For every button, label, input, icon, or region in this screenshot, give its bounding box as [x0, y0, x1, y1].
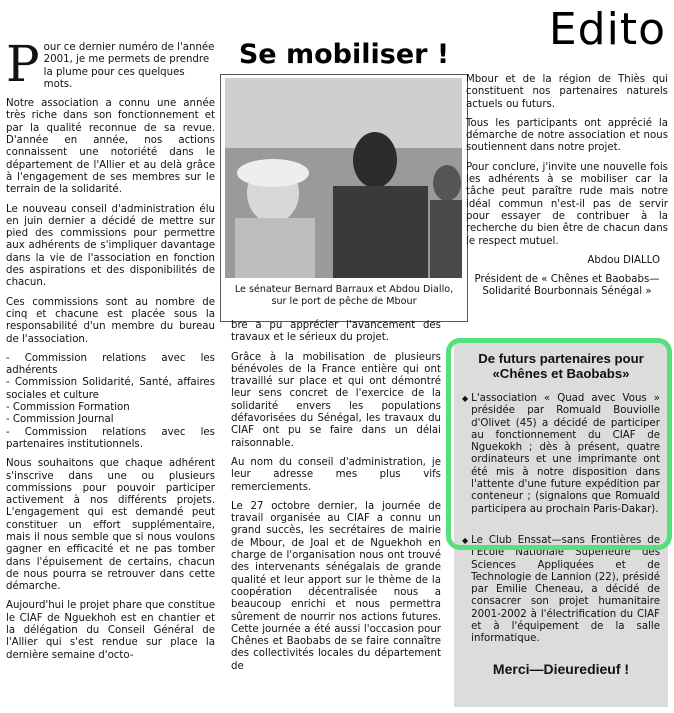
paragraph: Ces commissions sont au nombre de cinq et chacune est placée sous la responsabilité d'un membre du bureau de l'association. [6, 296, 215, 345]
diamond-bullet-icon: ◆ [462, 535, 469, 545]
photo [225, 78, 462, 278]
column-left [6, 35, 215, 669]
president-title: Président de « Chênes et Baobabs— Solidarité Bourbonnais Sénégal » [474, 274, 660, 298]
paragraph: Grâce à la mobilisation de plusieurs bénévoles de la France entière qui ont travaillé sur place et qui ont démontré leur sens concret de l'exercice de la solidarité envers les populations défavorisées du Sénégal, les travaux du CIAF ont pu se faire dans un délai raisonnable. [231, 351, 441, 449]
people-photo-icon [225, 78, 462, 278]
paragraph: Notre association a connu une année très riche dans son fonctionnement et par la qualité reconnue de sa revue. D'année en année, nos actions connaissent une notoriété dans le département de l'Allier et au delà grâce à l'engagement de ses membres sur le terrain de la solidarité. [6, 98, 215, 196]
partner-paragraph: L'association « Quad avec Vous » présidée par Romuald Bouviolle d'Olivet (45) a décidé de participer au fonctionnement du CIAF de Nguekokh ; dès à présent, quatre ordinateurs et une imprimante ont été mis à notre disposition dans l'attente d'une future expédition par conteneur ; (signalons que Romuald participera au prochain Paris-Dakar). [471, 393, 660, 515]
partner-paragraph: Le Club Enssat—sans Frontières de l'Ecole Nationale Supérieure des Sciences Appliquées et de Technologie de Lannion (22), présidé par Emilie Cheneau, a décidé de consacrer son projet humanitaire 2001-2002 à l'électrification du CIAF et à l'équipement de la salle informatique. [471, 534, 660, 645]
diamond-bullet-icon: ◆ [462, 394, 469, 403]
photo-caption [224, 284, 464, 308]
paragraph: bre a pu apprécier l'avancement des travaux et le sérieux du projet. [231, 320, 441, 344]
paragraph: Au nom du conseil d'administration, je leur adresse mes plus vifs remerciements. [231, 456, 441, 493]
list-item: - Commission Journal [6, 414, 114, 426]
paragraph: Aujourd'hui le projet phare que constitue le CIAF de Nguekhoh est en chantier et la délégation du Conseil Général de l'Allier qui s'est rendue sur place la dernière semaine d'octo- [6, 600, 215, 661]
intro-paragraph [6, 35, 215, 93]
list-item: - Commission Formation [6, 402, 130, 414]
paragraph: Le nouveau conseil d'administration élu en juin dernier a décidé de mettre sur pied des commissions pour permettre aux adhérents de s'impliquer davantage dans la vie de l'association en fonction des aspirations et des disponibilités de chacun. [6, 203, 215, 289]
signature: Abdou DIALLO [587, 254, 660, 266]
caption-line: Le sénateur Bernard Barraux et Abdou Diallo, [234, 284, 454, 295]
list-item: - Commission relations avec les adhérents [6, 352, 215, 377]
column-middle [231, 320, 441, 680]
list-item [462, 535, 660, 653]
column-right [466, 74, 668, 306]
paragraph: Nous souhaitons que chaque adhérent s'inscrive dans une ou plusieurs commissions pour pouvoir participer activement à nos différents projets. L'engagement qui est demandé peut constituer un effort supplémentaire, mais il nous semble que si nous voulons gagner en efficacité et ne pas tomber dans l'épuisement de certains, chacun de nous pourra se retrouver dans cette démarche. [6, 458, 215, 593]
caption-line: sur le port de pêche de Mbour [271, 296, 417, 307]
box-title: De futurs partenaires pour «Chênes et Baobabs» [478, 351, 644, 381]
paragraph: Le 27 octobre dernier, la journée de travail organisée au CIAF a connu un grand succès, les secrétaires de mairie de Mbour, de Joal et de Nguekhoh en charge de l'organisation nous ont trouvé des intervenants sénégalais de grande qualité et leur apport sur le thème de la coopération décentralisée nous a beaucoup enrichi et nous permettra sûrement de nourrir nos actions futures. Cette journée a été aussi l'occasion pour Chênes et Baobabs de se faire connaître des collectivités locales du département de [231, 500, 441, 672]
drop-cap: P [6, 35, 40, 93]
paragraph: Tous les participants ont apprécié la démarche de notre association et nous soutiennent dans notre projet. [466, 117, 668, 154]
commission-list [6, 353, 215, 451]
list-item: - Commission Solidarité, Santé, affaires sociales et culture [6, 377, 215, 401]
section-title: Edito [548, 4, 666, 55]
headline: Se mobiliser ! [238, 39, 450, 70]
thanks-line: Merci—Dieuredieuf ! [492, 660, 630, 677]
list-item: - Commission relations avec les partenaires institutionnels. [6, 426, 215, 450]
paragraph: Mbour et de la région de Thiès qui constituent nos partenaires naturels actuels ou futurs. [466, 74, 668, 110]
green-highlight-outline [446, 338, 672, 550]
paragraph: Pour conclure, j'invite une nouvelle fois les adhérents à se mobiliser car la tâche peut paraître rude mais notre idéal commun n'est-il pas de servir pour essayer de contribuer à la recherche du bien être de chacun dans le respect mutuel. [466, 161, 668, 247]
intro-text: our ce dernier numéro de l'année 2001, je me permets de prendre la plume pour ces quelques mots. [43, 42, 215, 90]
